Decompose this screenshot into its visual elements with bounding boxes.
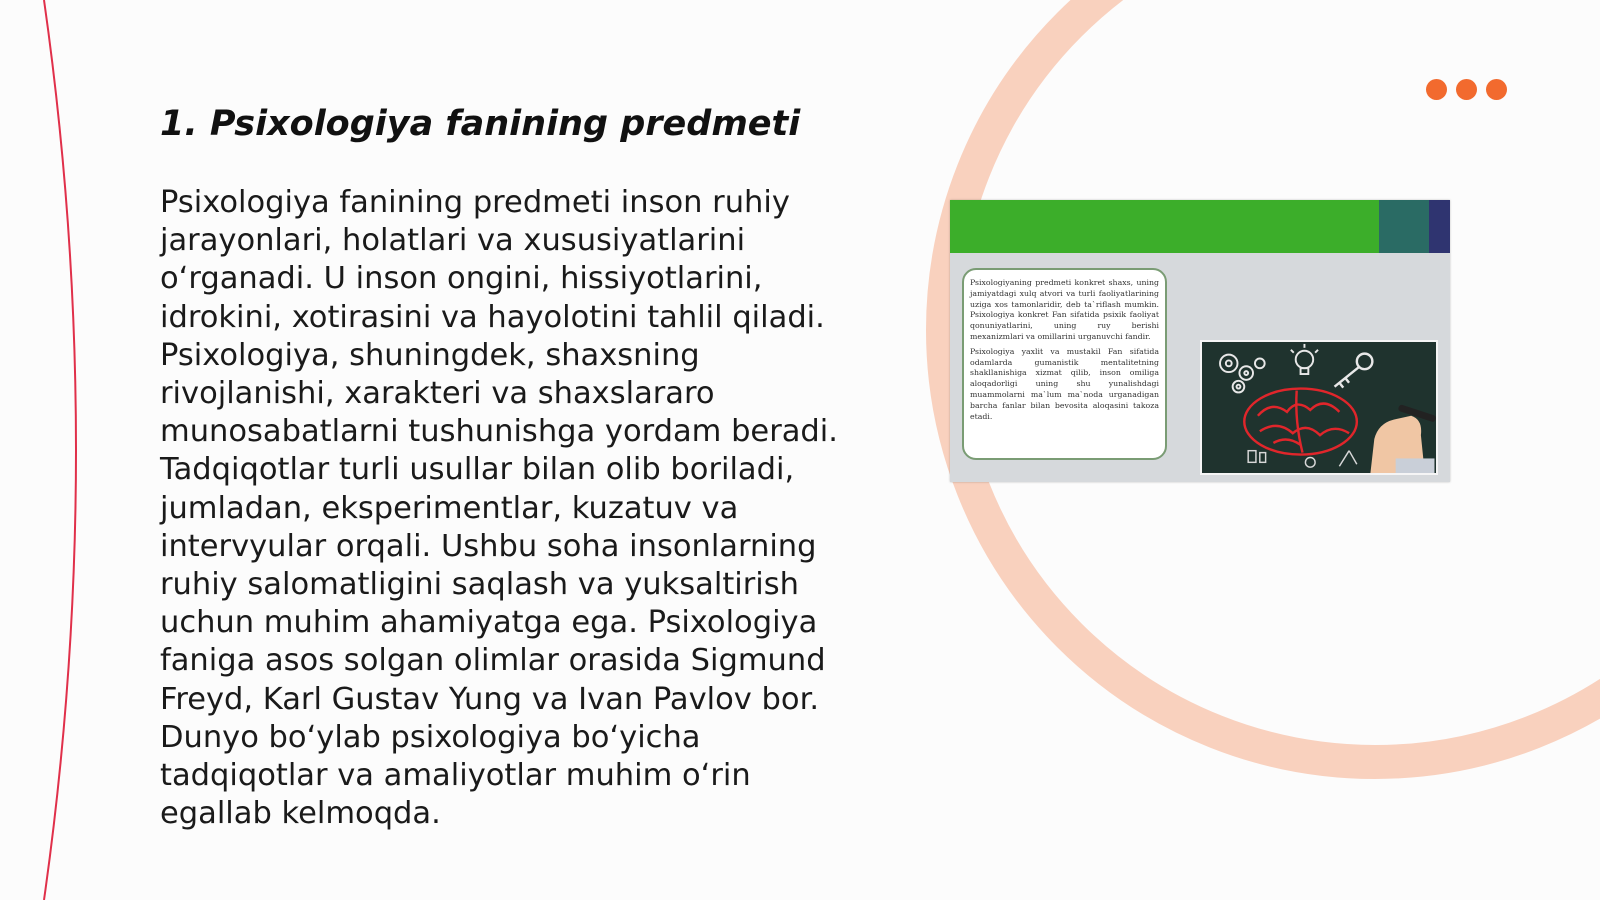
figure-text-box xyxy=(962,268,1167,460)
figure-navy-stripe xyxy=(1429,200,1450,253)
chalkboard-illustration xyxy=(1202,342,1436,473)
left-decorative-line xyxy=(44,0,76,900)
orange-dot xyxy=(1486,79,1507,100)
chalkboard-photo xyxy=(1200,340,1438,475)
slide-title: 1. Psixologiya fanining predmeti xyxy=(160,104,801,144)
dots-ornament xyxy=(1426,79,1507,100)
orange-dot xyxy=(1456,79,1477,100)
orange-dot xyxy=(1426,79,1447,100)
figure-teal-stripe xyxy=(1379,200,1429,253)
figure-green-banner xyxy=(950,200,1379,253)
slide-body-text: Psixologiya fanining predmeti inson ruhiy jarayonlari, holatlari va xususiyatlarini o‘rganadi. U inson ongini, hissiyotlarini, idrokini, xotirasini va hayolotini tahlil qiladi. Psixologiya, shuningdek, shaxsning rivojlanishi, xarakteri va shaxslararo munosabatlarni tushunishga yordam beradi. Tadqiqotlar turli usullar bilan olib boriladi, jumladan, eksperimentlar, kuzatuv va intervyular orqali. Ushbu soha insonlarning ruhiy salomatligini saqlash va yuksaltirish uchun muhim ahamiyatga ega. Psixologiya faniga asos solgan olimlar orasida Sigmund Freyd, Karl Gustav Yung va Ivan Pavlov bor. Dunyo bo‘ylab psixologiya bo‘yicha tadqiqotlar va amaliyotlar muhim o‘rin egallab kelmoqda. xyxy=(160,185,838,832)
illustration-figure xyxy=(950,200,1450,482)
figure-paragraph-1: Psixologiyaning predmeti konkret shaxs, uning jamiyatdagi xulq atvori va turli faoliyatlarining uziga xos tamonlaridir, deb ta`riflash mumkin. Psixologiya konkret Fan sifatida psixik faoliyat qonuniyatlarini, uning ruy berishi mexanizmlari va omillarini urganuvchi fandir. xyxy=(970,278,1159,341)
figure-paragraph-2: Psixologiya yaxlit va mustakil Fan sifatida odamlarda gumanistik mentalitetning shakllanishiga xizmat qilib, inson omiliga aloqadorligi uning shu yunalishdagi muammolarni ma`lum ma`noda urganadigan barcha fanlar bilan bevosita aloqasini takoza etadi. xyxy=(970,346,1159,421)
